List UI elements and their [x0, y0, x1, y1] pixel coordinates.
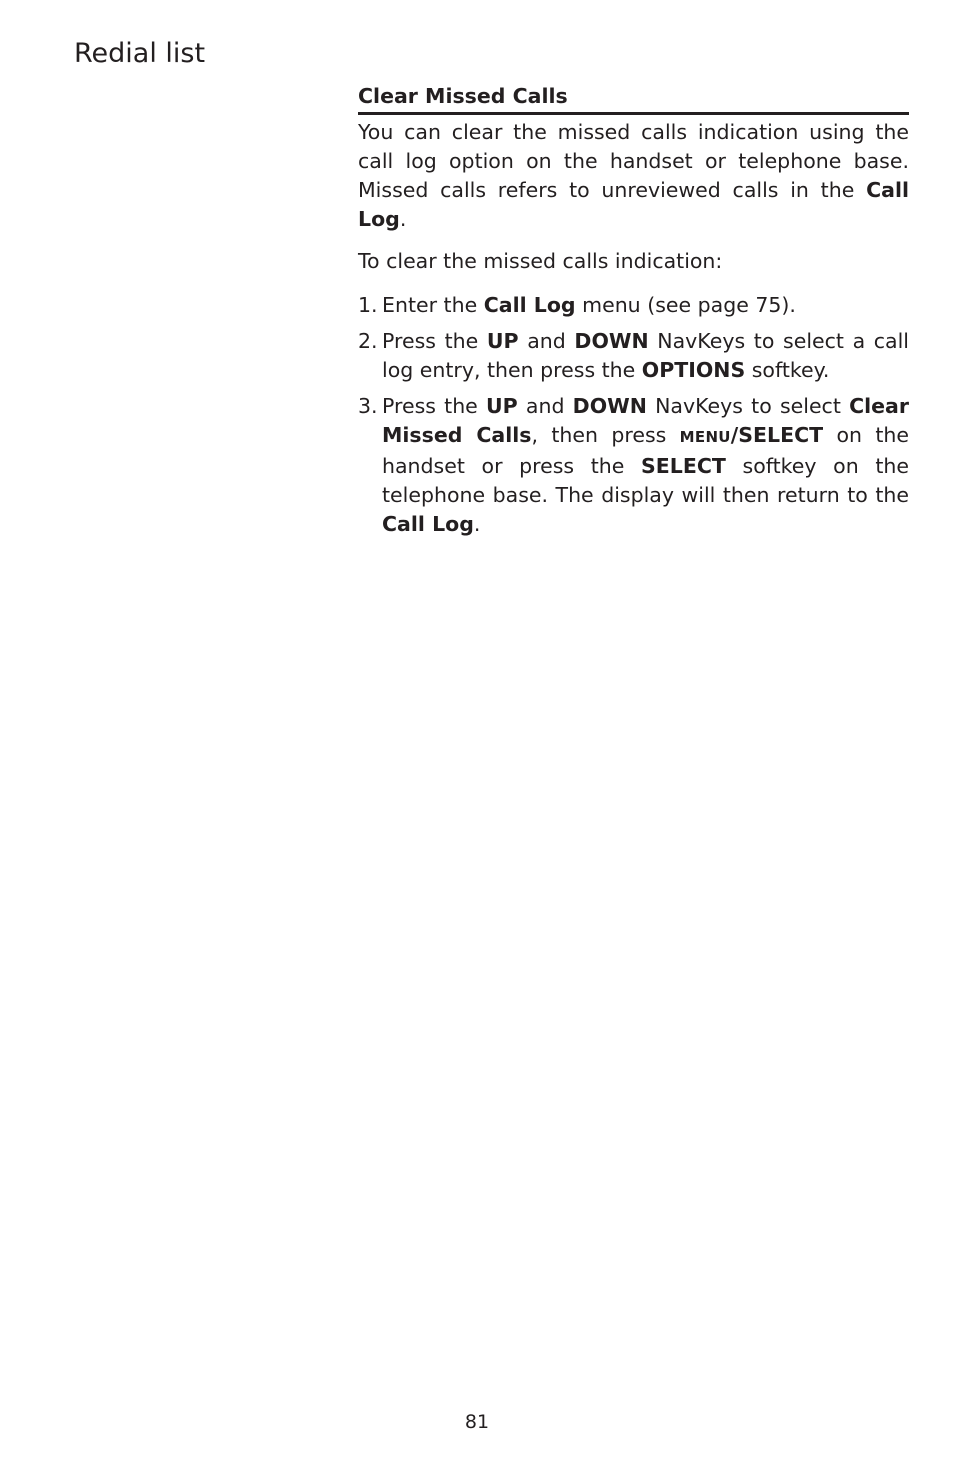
intro-paragraph: To clear the missed calls indication:: [358, 249, 723, 273]
instruction-content: [358, 82, 909, 546]
clear-missed-calls-heading: Clear Missed Calls: [358, 82, 909, 115]
section-header: Redial list: [74, 38, 206, 69]
step-1: 1. Enter the Call Log menu (see page 75).: [358, 291, 909, 320]
step-2: 2. Press the UP and DOWN NavKeys to select a call log entry, then press the OPTIONS softkey.: [358, 329, 909, 382]
step-number: 1.: [358, 293, 378, 317]
step-number: 2.: [358, 329, 378, 353]
step-3: 3. Press the UP and DOWN NavKeys to select Clear Missed Calls, then press MENU/SELECT on the handset or press the SELECT softkey on the telephone base. The display will then return to the Call Log.: [358, 394, 910, 536]
page-number: 81: [464, 1411, 490, 1433]
call-log-term: Call Log: [358, 178, 909, 231]
description-paragraph: You can clear the missed calls indication using the call log option on the handset or telephone base. Missed calls refers to unreviewed calls in the Call Log.: [358, 120, 909, 231]
steps-list: [358, 291, 909, 539]
menu-key-label: MENU: [679, 428, 731, 446]
step-number: 3.: [358, 394, 378, 418]
